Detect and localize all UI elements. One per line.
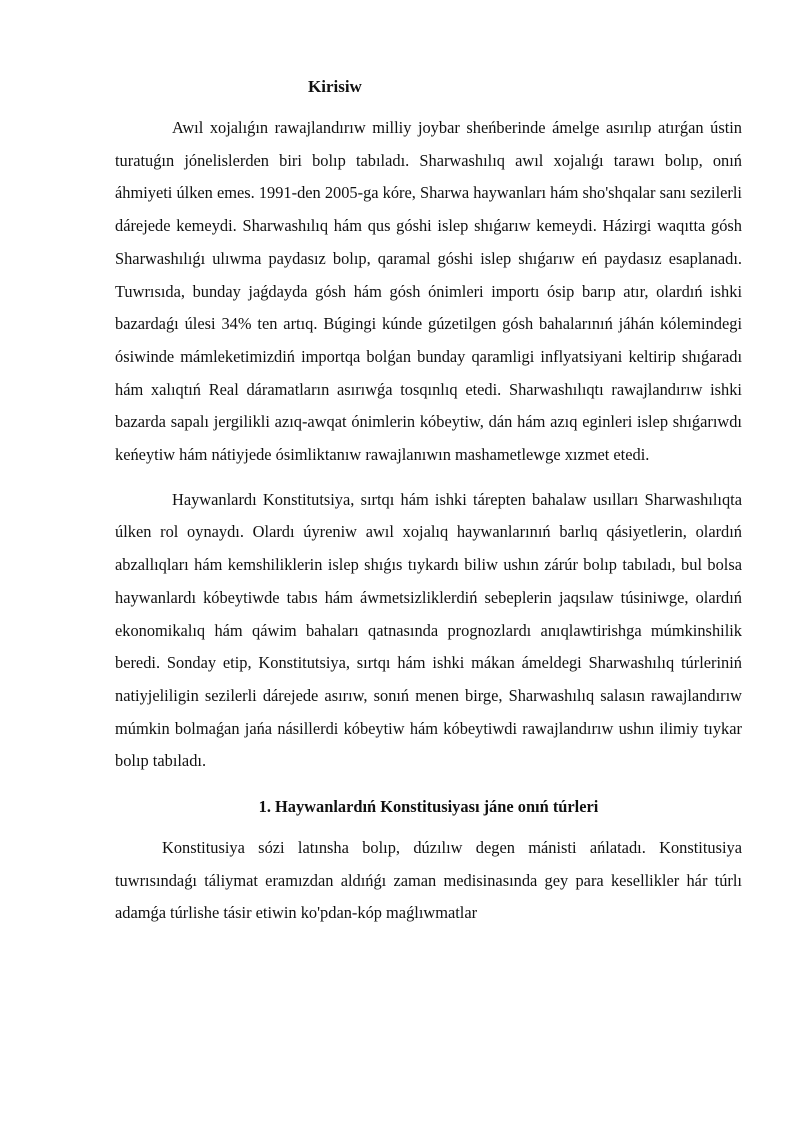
paragraph-2: Haywanlardı Konstitutsiya, sırtqı hám ishki tárepten bahalaw usılları Sharwashılıqta úlken rol oynaydı. Olardı úyreniw awıl xojalıq haywanlarınıń barlıq qásiyetlerin, olardıń abzallıqları hám kemshiliklerin islep shıǵıs tıykardı biliw ushın zárúr bolıp tabıladı, bul bolsa haywanlardı kóbeytiwde tabıs hám áwmetsizliklerdiń sebeplerin jaqsılaw túsiniwge, olardıń ekonomikalıq hám qáwim bahaları qatnasında prognozlardı anıqlawtirishga múmkinshilik beredi. Sonday etip, Konstitutsiya, sırtqı hám ishki mákan ámeldegi Sharwashılıq túrleriniń natiyjeliligin sezilerli dárejede asırıw, sonıń menen birge, Sharwashılıq salasın rawajlandırıw múmkin bolmaǵan jańa násillerdi kóbeytiw hám kóbeytiwdi rawajlandırıw ushın ilimiy tıykar bolıp tabıladı. [115, 489, 742, 771]
paragraph-3: Konstitusiya sózi latınsha bolıp, dúzılıw degen mánisti ańlatadı. Konstitusiya tuwrısındaǵı táliymat eramızdan aldıńǵı zaman medisinasında gey para kesellikler hár túrlı adamǵa túrlishe tásir etiwin ko'pdan-kóp maǵlıwmatlar [115, 838, 742, 923]
intro-heading: Kirisiw [308, 77, 362, 96]
document-body [115, 74, 742, 930]
paragraph-1: Awıl xojalıǵın rawajlandırıw milliy joybar sheńberinde ámelge asırılıp atırǵan ústin turatuǵın jónelislerden biri bolıp tabıladı. Sharwashılıq awıl xojalıǵı tarawı bolıp, onıń áhmiyeti úlken emes. 1991-den 2005-ga kóre, Sharwa haywanları hám sho'shqalar sanı sezilerli dárejede kemeydi. Sharwashılıq hám qus góshi islep shıǵarıw kemeydi. Házirgi waqıtta gósh Sharwashılıǵı ulıwma paydasız bolıp, qaramal góshi islep shıǵarıw eń paydasız esaplanadı. Tuwrısıda, bunday jaǵdayda gósh hám gósh ónimleri importı ósip barıp atır, olardıń ishki bazardaǵı úlesi 34% ten artıq. Búgingi kúnde gúzetilgen gósh bahalarınıń jáhán kólemindegi ósiwinde mámleketimizdiń importqa bolǵan bunday qaramligi inflyatsiyani keltirip shıǵaradı hám xalıqtıń Real dáramatların asırıwǵa tosqınlıq etedi. Sharwashılıqtı rawajlandırıw ishki bazarda sapalı jergilikli azıq-awqat ónimlerin kóbeytiw, dán hám azıq eginleri islep shıǵarıwdı keńeytiw hám nátiyjede ósimliktanıw rawajlanıwın mashametlewge xızmet etedi. [115, 118, 742, 465]
section-heading: 1. Haywanlardıń Konstitusiyası jáne onıń túrleri [258, 797, 599, 817]
